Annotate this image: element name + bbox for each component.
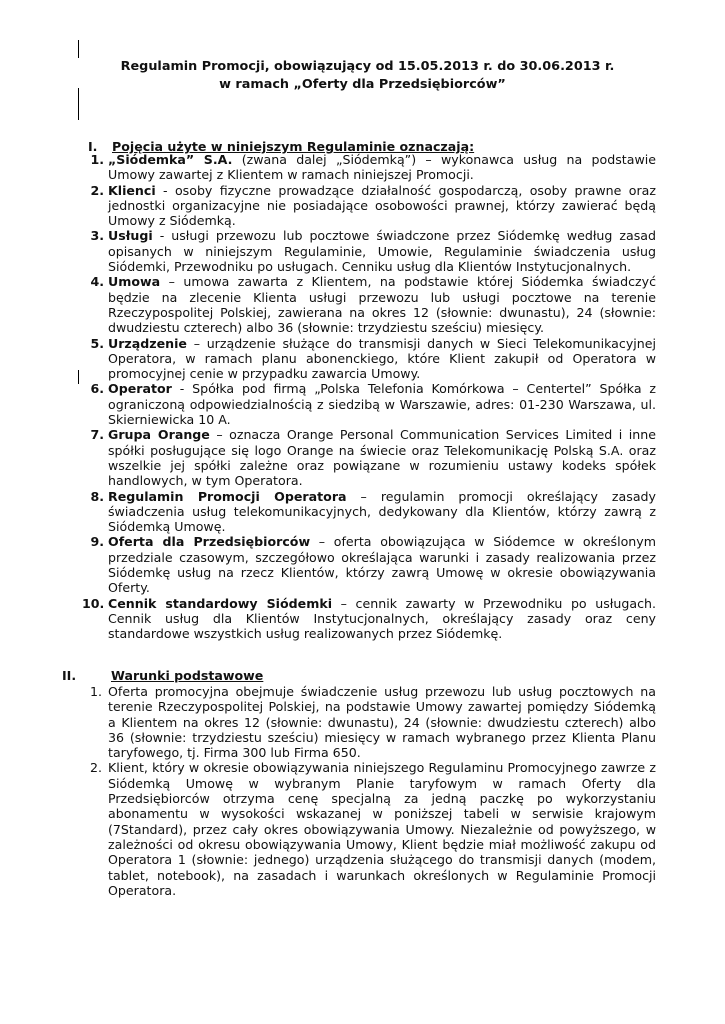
definition-term: Cennik standardowy Siódemki bbox=[108, 595, 333, 611]
item-number: 1. bbox=[89, 684, 102, 699]
item-text: (zwana dalej „Siódemką”) – wykonawca usług na podstawie Umowy zawartej z Klientem w ramach niniejszej Promocji. bbox=[108, 152, 656, 183]
item-text: Oferta promocyjna obejmuje świadczenie usług przewozu lub usług pocztowych na terenie Rzeczypospolitej Polskiej, na podstawie Umowy zawartej pomiędzy Siódemką a Klientem na okres 12 (słownie: dwunastu), 24 (słownie: dwudziestu czterech) albo 36 (słownie: trzydziestu sześciu) miesięcy w ramach wybranego przez Klienta Planu taryfowego, tj. Firma 300 lub Firma 650. bbox=[108, 684, 656, 761]
item-text: – cennik zawarty w Przewodniku po usługach. Cennik usług dla Klientów Instytucjonalnych, określający zasady oraz ceny standardowe wszystkich usług realizowanych przez Siódemkę. bbox=[108, 595, 656, 642]
document-title bbox=[0, 58, 725, 94]
conditions-list bbox=[89, 684, 656, 898]
item-text: - osoby fizyczne prowadzące działalność gospodarczą, osoby prawne oraz jednostki organizacyjne nie posiadające osobowości prawnej, którzy zawierać będą Umowy z Siódemką. bbox=[108, 182, 656, 229]
item-number: 10. bbox=[82, 595, 105, 611]
item-number: 7. bbox=[90, 427, 104, 443]
definition-term: Umowa bbox=[108, 274, 161, 290]
item-number: 1. bbox=[90, 152, 104, 167]
list-item bbox=[90, 182, 656, 229]
section-title: Pojęcia użyte w niniejszym Regulaminie oznaczają: bbox=[112, 139, 475, 154]
definition-term: Urządzenie bbox=[108, 335, 187, 351]
item-text: – oferta obowiązująca w Siódemce w określonym przedziale czasowym, szczegółowo określająca warunki i zasady realizowania przez Siódemkę usług na rzecz Klientów, którzy zawrą Umowę w okresie obowiązywania Oferty. bbox=[108, 534, 656, 596]
item-number: 5. bbox=[90, 335, 104, 351]
item-number: 2. bbox=[89, 760, 102, 776]
title-line-1: Regulamin Promocji, obowiązujący od 15.05.2013 r. do 30.06.2013 r. bbox=[120, 59, 615, 74]
section-title: Warunki podstawowe bbox=[111, 668, 264, 683]
item-number: 3. bbox=[90, 228, 104, 244]
item-text: - Spółka pod firmą „Polska Telefonia Komórkowa – Centertel” Spółka z ograniczoną odpowiedzialnością z siedzibą w Warszawie, adres: 01-230 Warszawa, ul. Skierniewicka 10 A. bbox=[108, 381, 656, 428]
list-item bbox=[90, 488, 656, 535]
list-item bbox=[89, 760, 656, 898]
definition-term: Usługi bbox=[108, 228, 153, 244]
revision-bar bbox=[78, 40, 79, 58]
list-item bbox=[90, 381, 656, 428]
list-item bbox=[89, 684, 656, 761]
list-item bbox=[82, 595, 656, 642]
list-item bbox=[90, 228, 656, 275]
item-number: 9. bbox=[90, 534, 104, 550]
list-item bbox=[90, 534, 656, 596]
definitions-list bbox=[82, 152, 656, 642]
definition-term: Grupa Orange bbox=[108, 427, 210, 443]
section-number: II. bbox=[62, 668, 77, 683]
title-line-2: w ramach „Oferty dla Przedsiębiorców” bbox=[219, 77, 506, 92]
list-item bbox=[90, 427, 656, 489]
list-item bbox=[90, 152, 656, 183]
definition-term: Regulamin Promocji Operatora bbox=[108, 488, 347, 504]
definition-term: Klienci bbox=[108, 182, 156, 198]
item-text: Klient, który w okresie obowiązywania niniejszego Regulaminu Promocyjnego zawrze z Siódemką Umowę w wybranym Planie taryfowym w ramach Oferty dla Przedsiębiorców otrzyma cenę specjalną za jedną paczkę po wykorzystaniu abonamentu w wysokości wskazanej w poniższej tabeli w serwisie krajowym (7Standard), przez cały okres obowiązywania Umowy. Niezależnie od powyższego, w zależności od okresu obowiązywania Umowy, Klient będzie miał możliwość zakupu od Operatora 1 (słownie: jednego) urządzenia służącego do transmisji danych (modem, tablet, notebook), na zasadach i warunkach określonych w Regulaminie Promocji Operatora. bbox=[108, 760, 656, 898]
definition-term: Oferta dla Przedsiębiorców bbox=[108, 534, 311, 550]
item-number: 2. bbox=[90, 182, 104, 198]
item-text: - usługi przewozu lub pocztowe świadczone przez Siódemkę według zasad opisanych w niniejszym Regulaminie, Umowie, Regulaminie świadczenia usług Siódemki, Przewodniku po usługach. Cenniku usług dla Klientów Instytucjonalnych. bbox=[108, 228, 656, 275]
item-text: – umowa zawarta z Klientem, na podstawie której Siódemka świadczyć będzie na zlecenie Klienta usługi przewozu lub usługi pocztowe na terenie Rzeczypospolitej Polskiej, zawierana na okres 12 (słownie: dwunastu), 24 (słownie: dwudziestu czterech) albo 36 (słownie: trzydziestu sześciu) miesięcy. bbox=[108, 274, 656, 336]
definition-term: Operator bbox=[108, 381, 172, 397]
item-number: 4. bbox=[90, 274, 104, 290]
item-number: 8. bbox=[90, 488, 104, 504]
item-text: – regulamin promocji określający zasady świadczenia usług telekomunikacyjnych, dedykowany dla Klientów, którzy zawrą z Siódemką Umowę. bbox=[108, 488, 656, 535]
item-number: 6. bbox=[90, 381, 104, 397]
section-number: I. bbox=[88, 139, 98, 154]
definition-term: „Siódemka” S.A. bbox=[108, 152, 233, 167]
item-text: – urządzenie służące do transmisji danych w Sieci Telekomunikacyjnej Operatora, w ramach planu abonenckiego, które Klient zakupił od Operatora w promocyjnej cenie w przypadku zawarcia Umowy. bbox=[108, 335, 656, 382]
item-text: – oznacza Orange Personal Communication Services Limited i inne spółki posługujące się logo Orange na świecie oraz Telekomunikację Polską S.A. oraz wszelkie jej spółki zależne oraz powiązane w rozumieniu ustawy kodeks spółek handlowych, w tym Operatora. bbox=[108, 427, 656, 489]
list-item bbox=[90, 274, 656, 336]
revision-bar bbox=[78, 370, 79, 384]
list-item bbox=[90, 335, 656, 382]
